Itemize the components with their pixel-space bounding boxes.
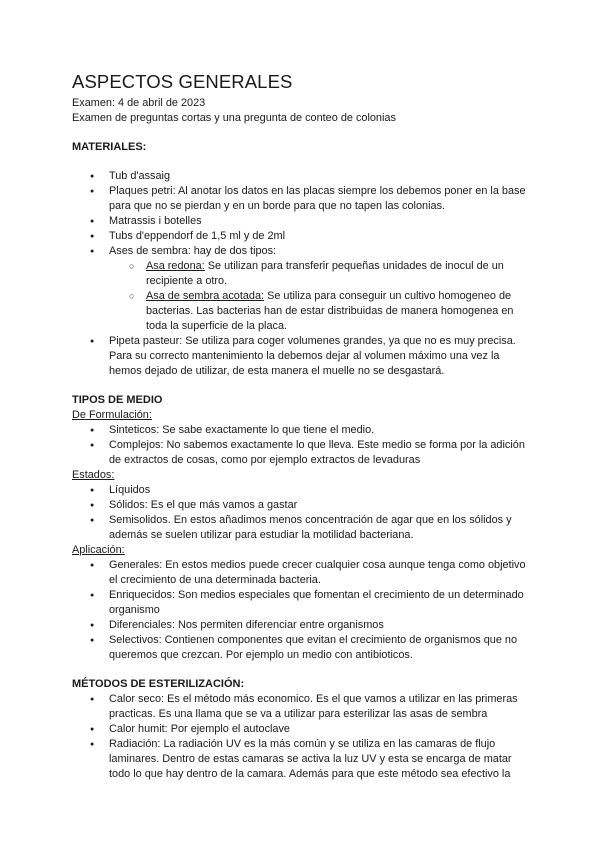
metodos-list	[72, 692, 532, 782]
list-item: ● Líquidos	[72, 483, 532, 498]
tipos-heading: TIPOS DE MEDIO	[72, 394, 163, 406]
list-item: ● Plaques petri: Al anotar los datos en las placas siempre los debemos poner en la base para que no se pierdan y en un borde para que no tapen las colonias.	[72, 184, 532, 214]
list-item: ● Tub d'assaig	[72, 169, 532, 184]
list-item: ● Diferenciales: Nos permiten diferenciar entre organismos	[72, 618, 532, 633]
page-title: ASPECTOS GENERALES	[72, 71, 293, 92]
exam-description: Examen de preguntas cortas y una pregunta de conteo de colonias	[72, 112, 396, 124]
estados-label: Estados:	[72, 469, 115, 481]
list-item: ● Radiación: La radiación UV es la más común y se utiliza en las camaras de flujo laminares. Dentro de estas camaras se activa la luz UV y esta se encarga de matar todo lo que hay dentro de la camara. Además para que este método sea efectivo la	[72, 737, 532, 782]
list-item: ● Matrassis i botelles	[72, 214, 532, 229]
list-item: ● Selectivos: Contienen componentes que evitan el crecimiento de organismos que no queremos que crezcan. Por ejemplo un medio con antibioticos.	[72, 633, 532, 663]
aplicacion-label: Aplicación:	[72, 544, 125, 556]
document-content	[72, 70, 532, 782]
asas-sublist	[109, 259, 532, 334]
asa-acotada-text: Se utiliza para conseguir un cultivo homogeneo de bacterias. Las bacterias han de estar distribuidas de manera homogenea en toda la superficie de la placa.	[146, 290, 514, 332]
list-item: ● Pipeta pasteur: Se utiliza para coger volumenes grandes, ya que no es muy precisa. Para su correcto mantenimiento la debemos dejar al volumen máximo una vez la hemos dejado de utilizar, de esta manera el muelle no se desgastará.	[72, 334, 532, 379]
list-item: ● Generales: En estos medios puede crecer cualquier cosa aunque tenga como objetivo el crecimiento de una determinada bacteria.	[72, 558, 532, 588]
sublist-item	[72, 259, 532, 289]
list-item: ● Tubs d'eppendorf de 1,5 ml y de 2ml	[72, 229, 532, 244]
sublist-item	[72, 289, 532, 334]
formulacion-list	[72, 423, 532, 468]
list-item: ● Sólidos: Es el que más vamos a gastar	[72, 498, 532, 513]
list-item: ● Calor humit: Por ejemplo el autoclave	[72, 722, 532, 737]
estados-list	[72, 483, 532, 543]
asa-redona-term: Asa redona:	[146, 260, 205, 272]
materiales-heading: MATERIALES:	[72, 141, 147, 153]
exam-date: Examen: 4 de abril de 2023	[72, 97, 206, 109]
list-item	[72, 244, 532, 334]
materiales-list	[72, 169, 532, 379]
list-item: ● Enriquecidos: Son medios especiales que fomentan el crecimiento de un determinado organismo	[72, 588, 532, 618]
metodos-heading: MÉTODOS DE ESTERILIZACIÓN:	[72, 678, 245, 690]
list-item: ● Calor seco: Es el método más economico. Es el que vamos a utilizar en las primeras practicas. Es una llama que se va a utilizar para esterilizar las asas de sembra	[72, 692, 532, 722]
list-item: ● Sinteticos: Se sabe exactamente lo que tiene el medio.	[72, 423, 532, 438]
list-item: ● Semisolidos. En estos añadimos menos concentración de agar que en los sólidos y además se suelen utilizar para estudiar la motilidad bacteriana.	[72, 513, 532, 543]
aplicacion-list	[72, 558, 532, 663]
list-item: ● Complejos: No sabemos exactamente lo que lleva. Este medio se forma por la adición de extractos de cosas, como por ejemplo extractos de levaduras	[72, 438, 532, 468]
asa-redona-text: Se utilizan para transferir pequeñas unidades de inocul de un recipiente a otro.	[146, 260, 504, 287]
list-item-text: Ases de sembra: hay de dos tipos:	[109, 245, 277, 257]
formulacion-label: De Formulación:	[72, 409, 152, 421]
asa-acotada-term: Asa de sembra acotada:	[146, 290, 265, 302]
